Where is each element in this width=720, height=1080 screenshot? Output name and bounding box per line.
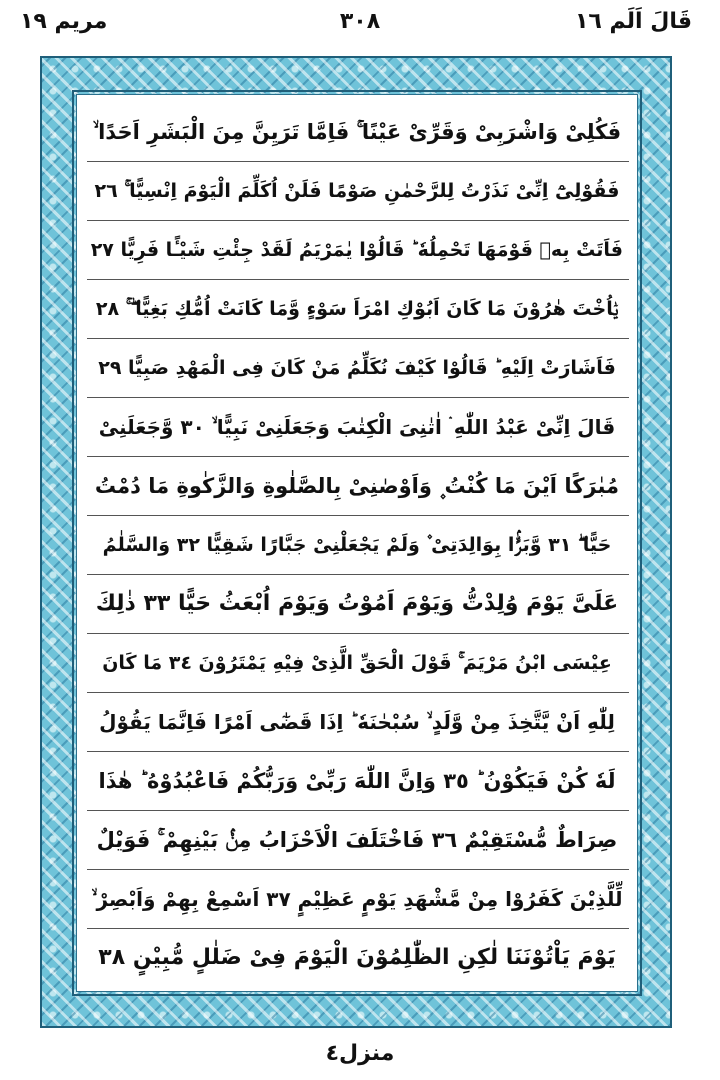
verse-line: فَقُوْلِىْٓ اِنِّىْ نَذَرْتُ لِلرَّحْمٰنِ صَوْمًا فَلَنْ اُكَلِّمَ الْيَوْمَ اِنْسِيًّا ۚ ٢٦ [94, 180, 620, 202]
verse-panel [76, 94, 638, 992]
verse-line: لِلّٰهِ اَنْ يَّتَّخِذَ مِنْ وَّلَدٍ ۙ سُبْحٰنَهٗ ؕ اِذَا قَضٰٓى اَمْرًا فَاِنَّمَا يَقُوْلُ [99, 710, 615, 734]
verse-line: يَوْمَ يَاْتُوْنَنَا لٰكِنِ الظّٰلِمُوْنَ الْيَوْمَ فِىْ ضَلٰلٍ مُّبِيْنٍ ٣٨ [98, 945, 616, 970]
verse-line: فَكُلِىْ وَاشْرَبِىْ وَقَرِّىْ عَيْنًا ۚ فَاِمَّا تَرَيِنَّ مِنَ الْبَشَرِ اَحَدًا ۙ [92, 120, 622, 144]
verse-line: عَلَىَّ يَوْمَ وُلِدْتُّ وَيَوْمَ اَمُوْتُ وَيَوْمَ اُبْعَثُ حَيًّا ٣٣ ذٰلِكَ [95, 591, 619, 616]
verse-line: فَاَتَتْ بِهٖ قَوْمَهَا تَحْمِلُهٗ ؕ قَالُوْا يٰمَرْيَمُ لَقَدْ جِئْتِ شَيْـًٔا فَرِيًّا ٢٧ [90, 239, 623, 261]
verse-line: لِّلَّذِيْنَ كَفَرُوْا مِنْ مَّشْهَدِ يَوْمٍ عَظِيْمٍ ٣٧ اَسْمِعْ بِهِمْ وَاَبْصِرْ ۙ [91, 887, 623, 911]
surah-label: مریم ١٩ [20, 9, 108, 34]
verse-line: لَهٗ كُنْ فَيَكُوْنُ ؕ ٣٥ وَاِنَّ اللّٰهَ رَبِّىْ وَرَبُّكُمْ فَاعْبُدُوْهُ ؕ هٰذَا [98, 769, 616, 793]
verse-line: صِرَاطٌ مُّسْتَقِيْمٌ ٣٦ فَاخْتَلَفَ الْاَحْزَابُ مِنْۢ بَيْنِهِمْ ۚ فَوَيْلٌ [96, 828, 618, 852]
verse-line: قَالَ اِنِّىْ عَبْدُ اللّٰهِ ۛ اٰتٰنِىَ الْكِتٰبَ وَجَعَلَنِىْ نَبِيًّا ۙ ٣٠ وَّجَعَلَنِىْ [98, 415, 616, 439]
verse-line: مُبٰرَكًا اَيْنَ مَا كُنْتُ ۪ وَاَوْصٰنِىْ بِالصَّلٰوةِ وَالزَّكٰوةِ مَا دُمْتُ [94, 474, 620, 498]
verse-line: حَيًّا ۖ ٣١ وَّبَرًّۢا بِوَالِدَتِىْ ۫ وَلَمْ يَجْعَلْنِىْ جَبَّارًا شَقِيًّا ٣٢ وَالسَّلٰمُ [102, 534, 612, 556]
verse-line: عِيْسَى ابْنُ مَرْيَمَ ۚ قَوْلَ الْحَقِّ الَّذِىْ فِيْهِ يَمْتَرُوْنَ ٣٤ مَا كَانَ [102, 652, 612, 674]
page-number: ٣٠٨ [339, 9, 381, 34]
decorative-border [40, 56, 672, 1028]
verse-line: فَاَشَارَتْ اِلَيْهِ ؕ قَالُوْا كَيْفَ نُكَلِّمُ مَنْ كَانَ فِى الْمَهْدِ صَبِيًّا ٢٩ [98, 357, 616, 379]
page-header [0, 0, 720, 48]
verse-line: يٰۤاُخْتَ هٰرُوْنَ مَا كَانَ اَبُوْكِ امْرَاَ سَوْءٍ وَّمَا كَانَتْ اُمُّكِ بَغِيًّا ۖ ۚ ٢٨ [95, 298, 619, 320]
manzil-footer: منزل٤ [325, 1041, 395, 1066]
juz-label: قَالَ اَلَم ١٦ [575, 9, 692, 34]
